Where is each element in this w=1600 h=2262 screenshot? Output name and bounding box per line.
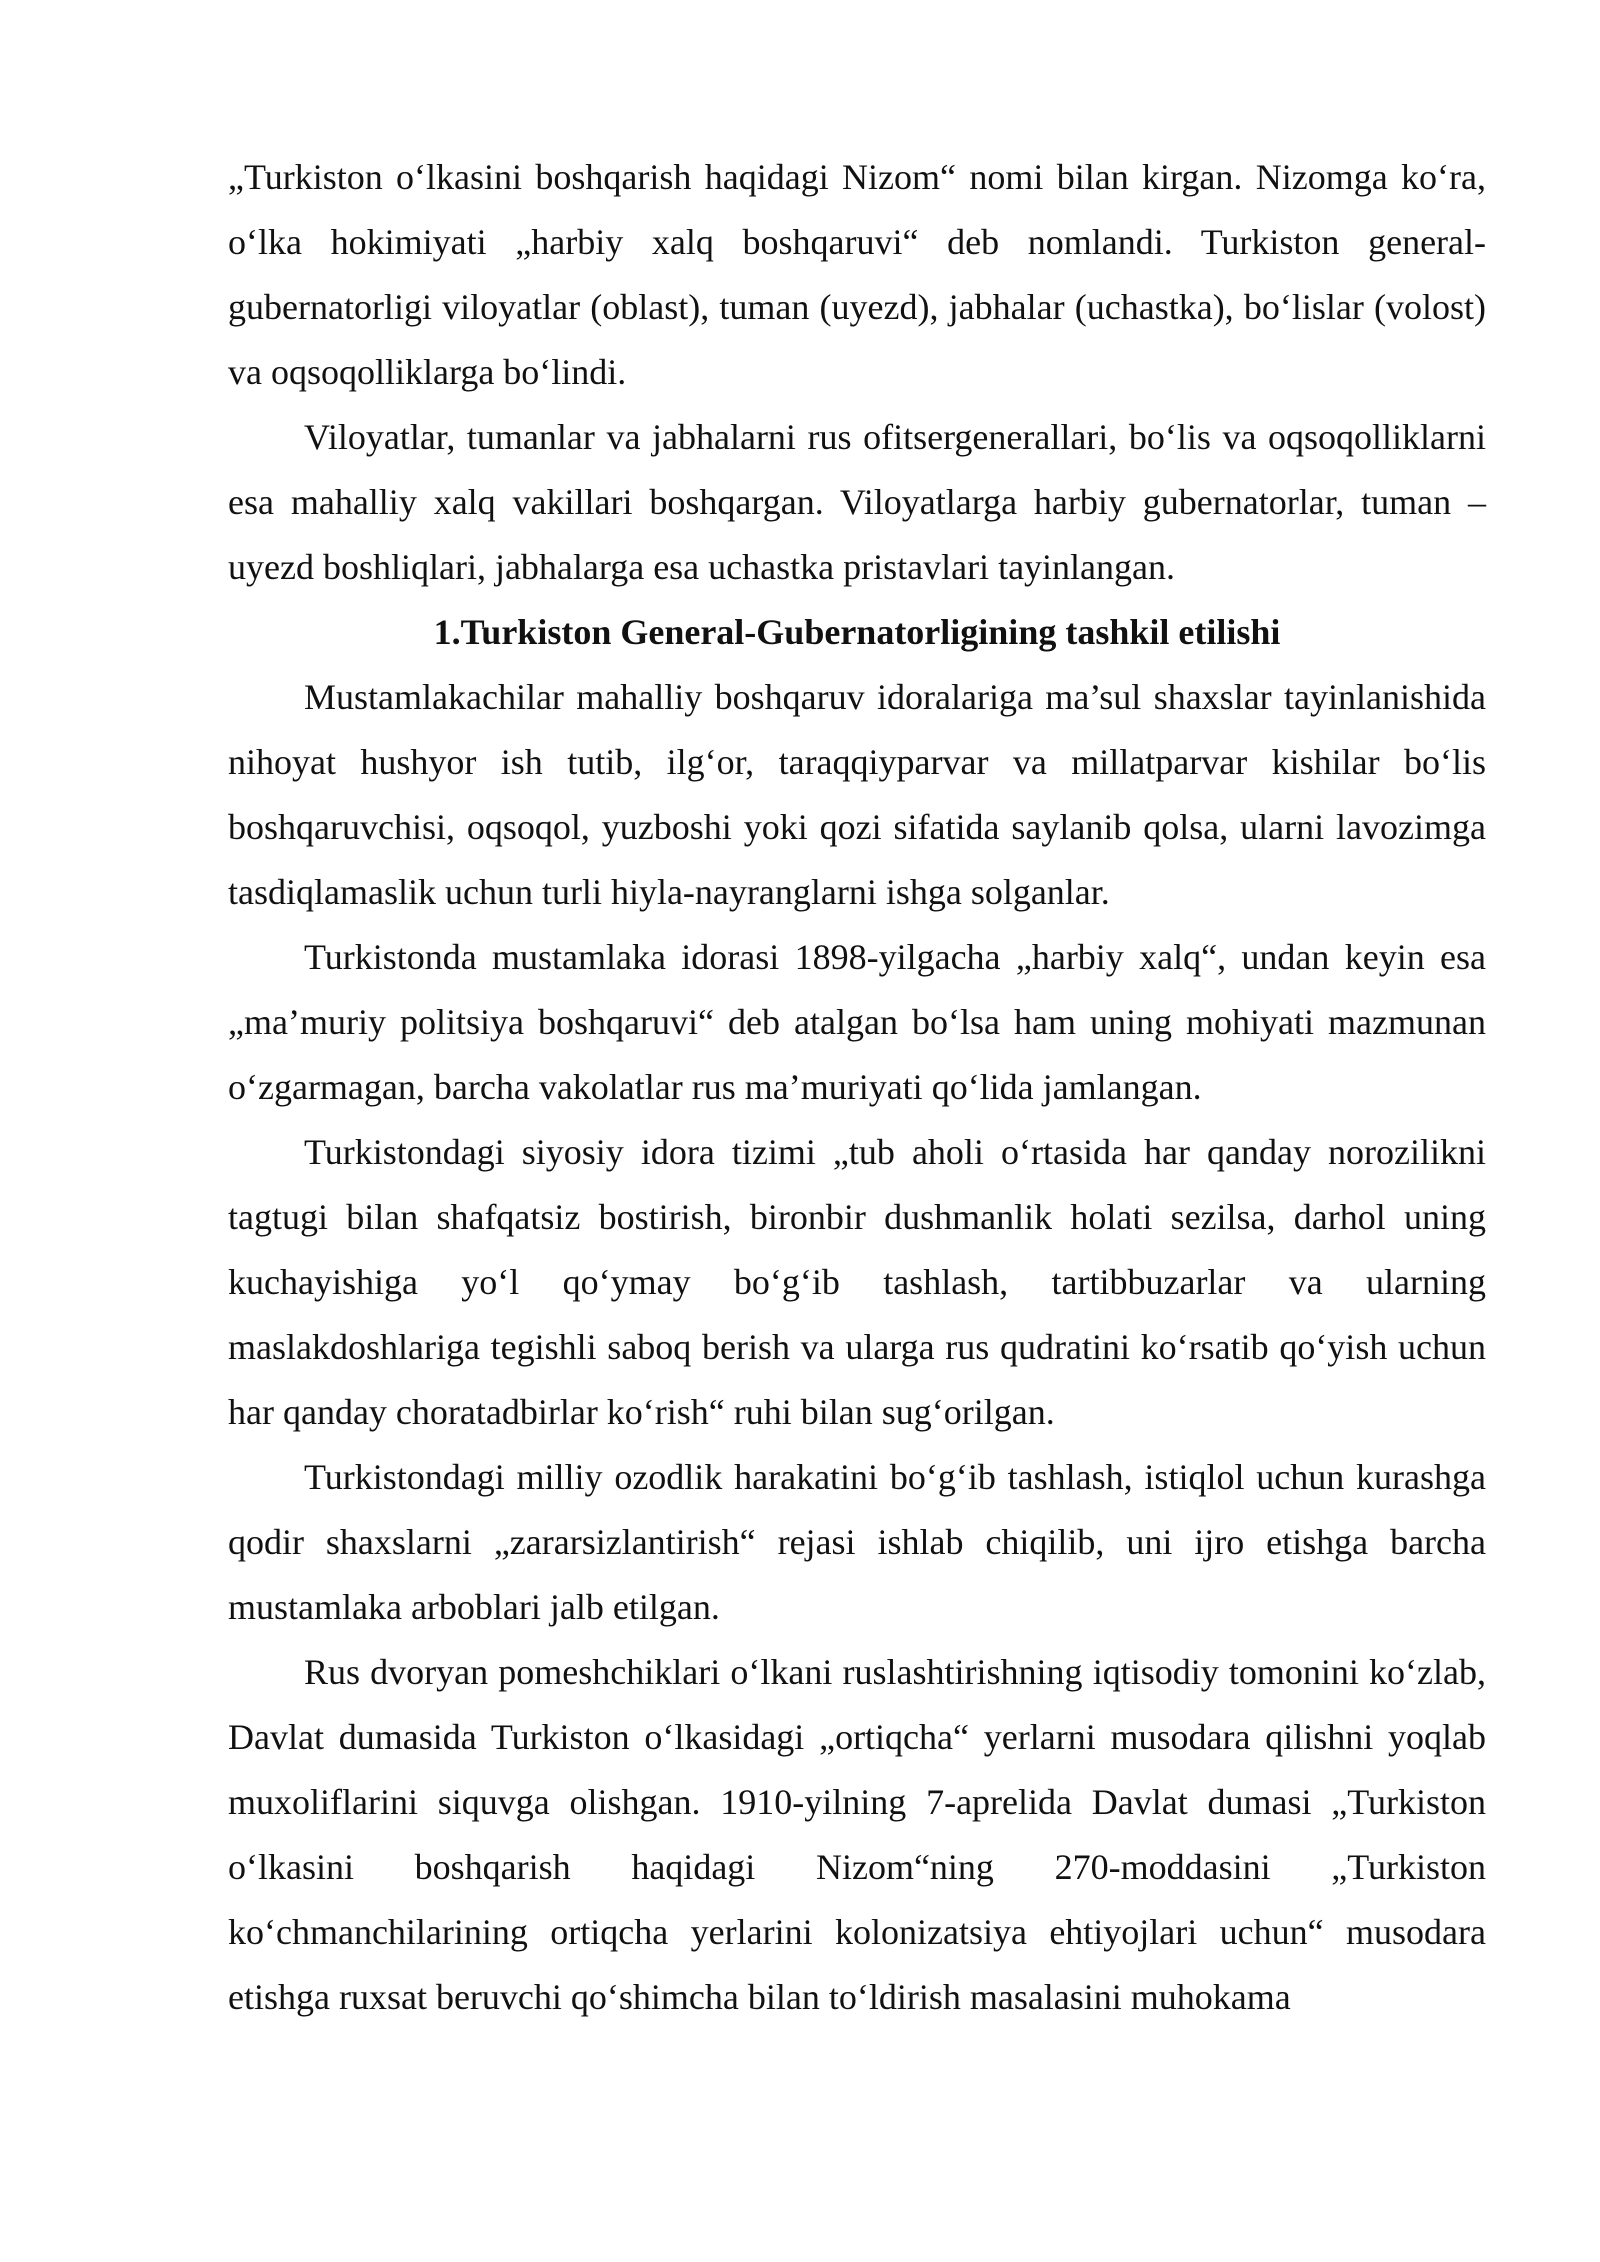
section-heading: 1.Turkiston General-Gubernatorligining tashkil etilishi xyxy=(433,612,1281,652)
paragraph-rus-dvoryan: Rus dvoryan pomeshchiklari oʻlkani ruslashtirishning iqtisodiy tomonini koʻzlab, Davlat dumasida Turkiston oʻlkasidagi „ortiqcha“ yerlarni musodara qilishni yoqlab muxoliflarini siquvga olishgan. 1910-yilning 7-aprelida Davlat dumasi „Turkiston oʻlkasini boshqarish haqidagi Nizom“ning 270-moddasini „Turkiston koʻchmanchilarining ortiqcha yerlarini kolonizatsiya ehtiyojlari uchun“ musodara etishga ruxsat beruvchi qoʻshimcha bilan toʻldirish masalasini muhokama xyxy=(228,1652,1486,2017)
paragraph-siyosiy-idora: Turkistondagi siyosiy idora tizimi „tub aholi oʻrtasida har qanday norozilikni tagtugi bilan shafqatsiz bostirish, bironbir dushmanlik holati sezilsa, darhol uning kuchayishiga yoʻl qoʻymay boʻgʻib tashlash, tartibbuzarlar va ularning maslakdoshlariga tegishli saboq berish va ularga rus qudratini koʻrsatib qoʻyish uchun har qanday choratadbirlar koʻrish“ ruhi bilan sugʻorilgan. xyxy=(228,1132,1486,1432)
paragraph-mustamlakachilar: Mustamlakachilar mahalliy boshqaruv idoralariga ma’sul shaxslar tayinlanishida nihoyat hushyor ish tutib, ilgʻor, taraqqiyparvar va millatparvar kishilar boʻlis boshqaruvchisi, oqsoqol, yuzboshi yoki qozi sifatida saylanib qolsa, ularni lavozimga tasdiqlamaslik uchun turli hiyla-nayranglarni ishga solganlar. xyxy=(228,677,1486,912)
paragraph-mustamlaka-idorasi: Turkistonda mustamlaka idorasi 1898-yilgacha „harbiy xalq“, undan keyin esa „ma’muriy politsiya boshqaruvi“ deb atalgan boʻlsa ham uning mohiyati mazmunan oʻzgarmagan, barcha vakolatlar rus ma’muriyati qoʻlida jamlangan. xyxy=(228,937,1486,1107)
paragraph-milliy-ozodlik: Turkistondagi milliy ozodlik harakatini boʻgʻib tashlash, istiqlol uchun kurashga qodir shaxslarni „zararsizlantirish“ rejasi ishlab chiqilib, uni ijro etishga barcha mustamlaka arboblari jalb etilgan. xyxy=(228,1457,1486,1627)
paragraph-viloyatlar: Viloyatlar, tumanlar va jabhalarni rus ofitsergenerallari, boʻlis va oqsoqolliklarni esa mahalliy xalq vakillari boshqargan. Viloyatlarga harbiy gubernatorlar, tuman – uyezd boshliqlari, jabhalarga esa uchastka pristavlari tayinlangan. xyxy=(228,417,1486,587)
document-page xyxy=(228,145,1486,2030)
paragraph-nizom: „Turkiston oʻlkasini boshqarish haqidagi Nizom“ nomi bilan kirgan. Nizomga koʻra, oʻlka hokimiyati „harbiy xalq boshqaruvi“ deb nomlandi. Turkiston general-gubernatorligi viloyatlar (oblast), tuman (uyezd), jabhalar (uchastka), boʻlislar (volost) va oqsoqolliklarga boʻlindi. xyxy=(228,157,1486,392)
